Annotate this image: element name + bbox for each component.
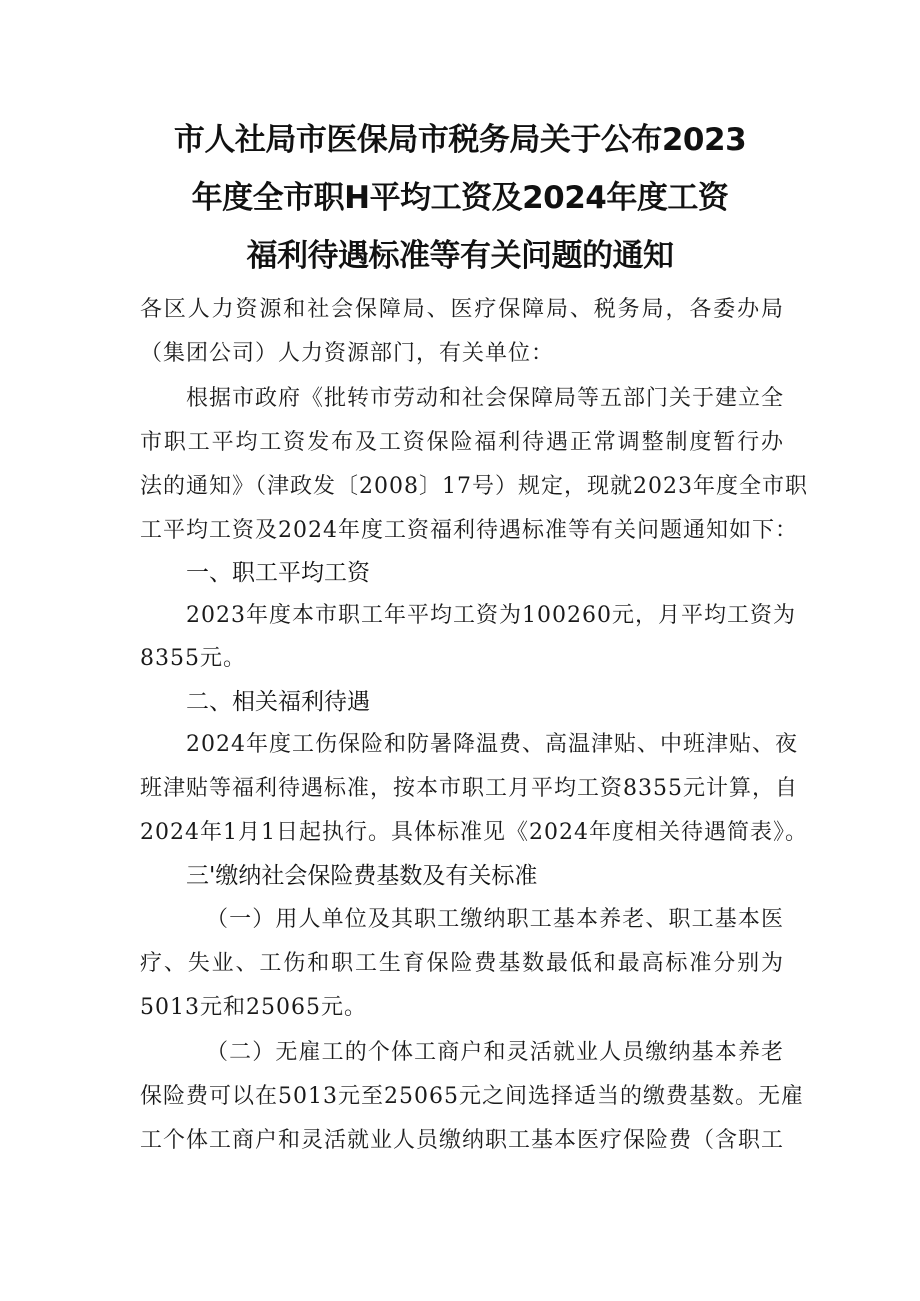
paragraph-intro-line-4: 工平均工资及2024年度工资福利待遇标准等有关问题通知如下： bbox=[140, 518, 798, 543]
addressee-line-1: 各区人力资源和社会保障局、医疗保障局、税务局，各委办局 bbox=[140, 297, 784, 322]
section-1-line-1: 2023年度本市职工年平均工资为100260元，月平均工资为 bbox=[186, 603, 796, 628]
document-title-line-3: 福利待遇标准等有关问题的通知 bbox=[246, 238, 674, 274]
section-2-line-3: 2024年1月1日起执行。具体标准见《2024年度相关待遇简表》。 bbox=[140, 820, 808, 845]
section-heading-1: 一、职工平均工资 bbox=[186, 560, 370, 586]
section-3-item-1-line-3: 5013元和25065元。 bbox=[140, 995, 367, 1020]
document-title-line-2: 年度全市职H平均工资及2024年度工资 bbox=[191, 180, 729, 216]
paragraph-intro-line-1: 根据市政府《批转市劳动和社会保障局等五部门关于建立全 bbox=[186, 386, 785, 411]
section-3-item-2-line-2: 保险费可以在5013元至25065元之间选择适当的缴费基数。无雇 bbox=[140, 1084, 804, 1109]
addressee-line-2: （集团公司）人力资源部门，有关单位： bbox=[140, 341, 555, 366]
section-3-item-2-line-3: 工个体工商户和灵活就业人员缴纳职工基本医疗保险费（含职工 bbox=[140, 1128, 785, 1153]
section-heading-3: 三'缴纳社会保险费基数及有关标准 bbox=[186, 863, 538, 889]
section-3-item-1-line-1: （一）用人单位及其职工缴纳职工基本养老、职工基本医 bbox=[206, 907, 784, 932]
section-2-line-2: 班津贴等福利待遇标准，按本市职工月平均工资8355元计算，自 bbox=[140, 776, 798, 801]
paragraph-intro-line-2: 市职工平均工资发布及工资保险福利待遇正常调整制度暂行办 bbox=[140, 430, 784, 455]
document-title-line-1: 市人社局市医保局市税务局关于公布2023 bbox=[173, 122, 747, 158]
section-3-item-1-line-2: 疗、失业、工伤和职工生育保险费基数最低和最高标准分别为 bbox=[140, 951, 784, 976]
section-1-line-2: 8355元。 bbox=[140, 646, 246, 671]
paragraph-intro-line-3: 法的通知》（津政发〔2008〕17号）规定，现就2023年度全市职 bbox=[140, 474, 808, 499]
section-3-item-2-line-1: （二）无雇工的个体工商户和灵活就业人员缴纳基本养老 bbox=[206, 1040, 784, 1065]
section-2-line-1: 2024年度工伤保险和防暑降温费、高温津贴、中班津贴、夜 bbox=[186, 732, 798, 757]
section-heading-2: 二、相关福利待遇 bbox=[186, 689, 370, 715]
